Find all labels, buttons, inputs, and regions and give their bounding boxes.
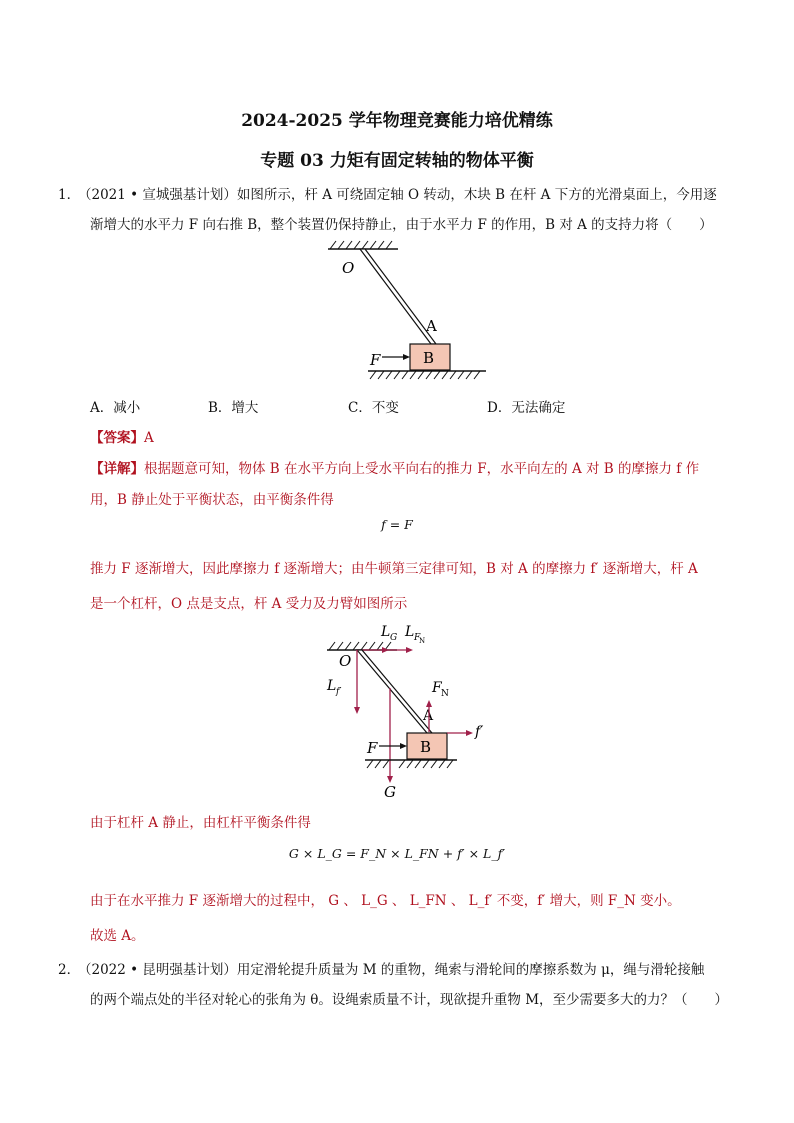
- rod-A: [360, 249, 436, 344]
- ceiling-hatch-2: [329, 642, 391, 650]
- ground-hatch: [370, 371, 480, 379]
- label-LFN-sub: F: [414, 633, 421, 643]
- label-FN: F: [432, 680, 442, 696]
- label-A: A: [426, 317, 437, 335]
- q2-text-line2: 的两个端点处的半径对轮心的张角为 θ。设绳索质量不计，现欲提升重物 M，至少需要多大的力？（ ）: [90, 992, 729, 1008]
- detail-line7: 故选 A。: [90, 928, 145, 944]
- detail-line3: 推力 F 逐渐增大，因此摩擦力 f 逐渐增大；由牛顿第三定律可知，B 对 A 的摩擦力 f′ 逐渐增大，杆 A: [90, 561, 698, 577]
- detail-line1: [90, 457, 699, 477]
- page-title: 2024-2025 学年物理竞赛能力培优精练: [241, 111, 553, 131]
- Lf-arrowhead: [354, 707, 360, 714]
- label-B: B: [423, 349, 435, 367]
- formula-2: G × L_G = F_N × L_FN + f′ × L_f′: [288, 846, 506, 861]
- q1-text-line1: （2021 • 宣城强基计划）如图所示，杆 A 可绕固定轴 O 转动，木块 B 在杆 A 下方的光滑桌面上，今用逐: [78, 187, 717, 203]
- force-F-arrowhead: [403, 354, 410, 360]
- label-G: G: [384, 783, 396, 801]
- choice-d: D．无法确定: [487, 400, 566, 416]
- ceiling-hatch: [330, 241, 392, 249]
- ground-hatch-2: [367, 760, 453, 768]
- detail-line5: 由于杠杆 A 静止，由杠杆平衡条件得: [90, 815, 311, 831]
- LFN-arrowhead: [406, 647, 413, 653]
- q1-number: 1．: [58, 187, 81, 203]
- label-LFN: L: [405, 624, 415, 640]
- label-Lf-sub: f′: [336, 687, 342, 697]
- label-O: O: [342, 259, 355, 277]
- label-F-2: F: [367, 739, 378, 757]
- formula-1: f = F: [381, 517, 413, 532]
- label-F: F: [370, 351, 381, 369]
- detail-tag: 【详解】: [90, 461, 144, 477]
- q1-force-figure: [315, 612, 515, 802]
- answer-value: A: [144, 430, 154, 446]
- label-LG: L: [381, 624, 391, 640]
- FN-arrowhead: [426, 700, 432, 707]
- label-O-2: O: [339, 652, 352, 670]
- detail-text-1: 根据题意可知，物体 B 在水平方向上受水平向右的推力 F，水平向左的 A 对 B 的摩擦力 f 作: [144, 461, 700, 477]
- answer-line: [90, 426, 154, 446]
- q1-figure: [320, 235, 500, 385]
- label-Lf: L: [327, 678, 337, 694]
- label-B-2: B: [420, 738, 432, 756]
- label-LFN-subsub: N: [419, 637, 426, 645]
- force-F-arrowhead-2: [400, 743, 407, 749]
- rod-A-2: [357, 650, 432, 733]
- label-A-2: A: [423, 708, 434, 724]
- label-LG-sub: G: [390, 633, 398, 643]
- page-subtitle: 专题 03 力矩有固定转轴的物体平衡: [260, 151, 534, 171]
- choice-b: B．增大: [208, 400, 259, 416]
- label-fprime: f′: [475, 724, 484, 740]
- choice-c: C．不变: [348, 400, 399, 416]
- detail-line6: 由于在水平推力 F 逐渐增大的过程中， G 、 L_G 、 L_FN 、 L_f′ 不变，f′ 增大，则 F_N 变小。: [90, 893, 681, 909]
- label-FN-sub: N: [441, 689, 449, 699]
- q2-text-line1: （2022 • 昆明强基计划）用定滑轮提升质量为 M 的重物，绳索与滑轮间的摩擦系数为 μ，绳与滑轮接触: [78, 962, 705, 978]
- choice-a: A．减小: [90, 400, 141, 416]
- G-arrowhead: [387, 776, 393, 783]
- detail-line4: 是一个杠杆，O 点是支点，杆 A 受力及力臂如图所示: [90, 596, 408, 612]
- fprime-arrowhead: [466, 730, 473, 736]
- q1-text-line2: 渐增大的水平力 F 向右推 B，整个装置仍保持静止，由于水平力 F 的作用，B 对 A 的支持力将（ ）: [90, 217, 713, 233]
- q2-number: 2．: [58, 962, 81, 978]
- answer-tag: 【答案】: [90, 430, 144, 446]
- detail-line2: 用，B 静止处于平衡状态，由平衡条件得: [90, 492, 334, 508]
